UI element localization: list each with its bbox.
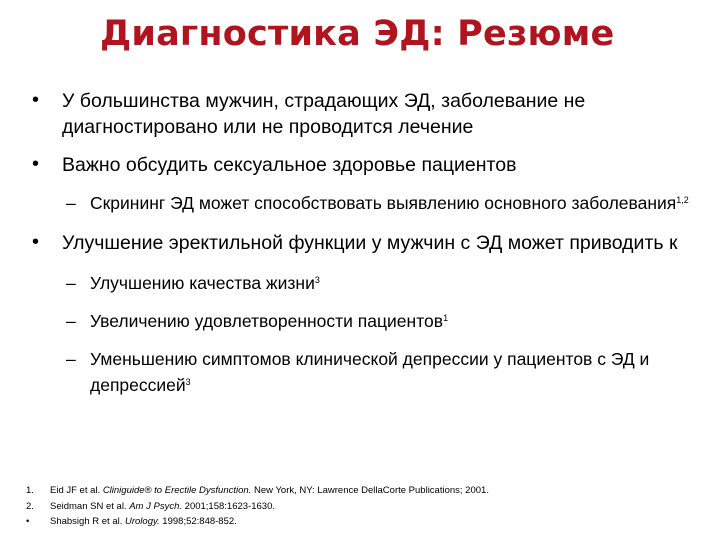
citation-superscript: 3	[185, 377, 191, 387]
bullet-item	[32, 88, 692, 140]
bullet-text: Улучшение эректильной функции у мужчин с ЭД может приводить к	[62, 232, 678, 254]
reference-item	[26, 514, 706, 530]
citation-superscript: 1,2	[676, 195, 689, 205]
sub-bullet-marker: –	[66, 273, 76, 293]
slide-title: Диагностика ЭД: Резюме	[100, 14, 615, 54]
sub-bullet-item	[32, 190, 692, 216]
sub-bullet-marker: –	[66, 349, 76, 369]
reference-details: New York, NY: Lawrence DellaCorte Publications; 2001.	[251, 485, 489, 496]
bullet-list	[32, 88, 692, 398]
reference-source: Cliniguide® to Erectile Dysfunction.	[102, 485, 252, 496]
reference-number: 2.	[26, 500, 34, 512]
reference-source: Am J Psych.	[129, 500, 183, 512]
bullet-item	[32, 152, 692, 178]
sub-bullet-item	[32, 308, 692, 334]
reference-item	[26, 499, 706, 515]
sub-bullet-marker: –	[66, 193, 76, 213]
sub-bullet-text: Уменьшению симптомов клинической депрессии у пациентов с ЭД и депрессией	[90, 349, 650, 395]
reference-authors: Shabsigh R et al.	[50, 516, 125, 527]
reference-item	[26, 483, 706, 499]
reference-authors: Seidman SN et al.	[50, 500, 130, 512]
citation-superscript: 3	[314, 275, 320, 285]
citation-superscript: 1	[443, 313, 449, 323]
reference-details: 1998;52:848-852.	[159, 516, 237, 527]
sub-bullet-item	[32, 346, 692, 398]
bullet-text: Важно обсудить сексуальное здоровье пациентов	[62, 154, 517, 176]
reference-authors: Eid JF et al.	[50, 485, 103, 496]
reference-source: Urology.	[125, 516, 160, 527]
bullet-marker: •	[32, 153, 40, 175]
bullet-marker: •	[32, 89, 40, 111]
references	[26, 483, 706, 530]
sub-bullet-marker: –	[66, 311, 76, 331]
bullet-marker: •	[32, 231, 40, 253]
sub-bullet-text: Скрининг ЭД может способствовать выявлению основного заболевания	[90, 193, 677, 213]
reference-number: •	[26, 516, 30, 527]
sub-bullet-text: Улучшению качества жизни	[90, 273, 315, 293]
sub-bullet-text: Увеличению удовлетворенности пациентов	[90, 311, 444, 331]
bullet-item	[32, 230, 692, 256]
bullet-text: У большинства мужчин, страдающих ЭД, заболевание не диагностировано или не проводится лечение	[62, 90, 586, 138]
reference-details: 2001;158:1623-1630.	[182, 500, 275, 512]
reference-number: 1.	[26, 485, 34, 496]
sub-bullet-item	[32, 270, 692, 296]
